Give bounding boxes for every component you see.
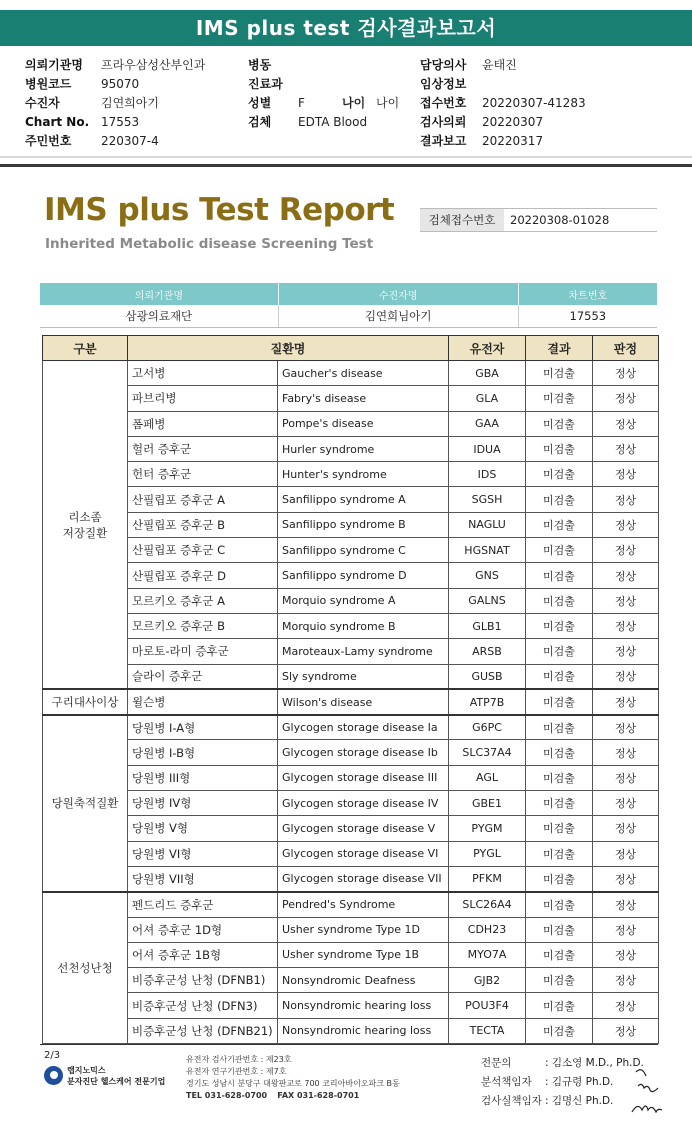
disease-kr-cell: 당원병 VII형	[128, 866, 278, 891]
table-row	[43, 613, 659, 638]
judgement-cell: 정상	[593, 715, 659, 740]
result-cell: 미검출	[526, 487, 593, 512]
disease-en-cell: Maroteaux-Lamy syndrome	[278, 639, 449, 664]
disease-en-cell: Usher syndrome Type 1D	[278, 917, 449, 942]
patient-info-col2	[248, 56, 399, 132]
report-banner: IMS plus test 검사결과보고서	[0, 10, 692, 46]
result-cell: 미검출	[526, 361, 593, 386]
result-cell: 미검출	[526, 715, 593, 740]
signer-name: : 김명신 Ph.D.	[545, 1095, 614, 1107]
gene-cell: GJB2	[449, 968, 526, 993]
summary-header: 수진자명	[278, 283, 518, 305]
judgement-cell: 정상	[593, 866, 659, 891]
judgement-cell: 정상	[593, 917, 659, 942]
disease-kr-cell: 당원병 V형	[128, 816, 278, 841]
summary-cell: 삼광의료재단	[40, 305, 278, 327]
judgement-cell: 정상	[593, 942, 659, 967]
disease-en-cell: Glycogen storage disease III	[278, 765, 449, 790]
header-result: 결과	[526, 336, 593, 361]
disease-en-cell: Sly syndrome	[278, 664, 449, 689]
disease-en-cell: Glycogen storage disease V	[278, 816, 449, 841]
info-label: 수진자	[25, 96, 60, 110]
disease-kr-cell: 비증후군성 난청 (DFNB21)	[128, 1018, 278, 1043]
divider	[40, 1044, 658, 1045]
table-row	[43, 664, 659, 689]
gene-cell: GBE1	[449, 791, 526, 816]
result-cell: 미검출	[526, 816, 593, 841]
judgement-cell: 정상	[593, 512, 659, 537]
category-cell: 선천성난청	[43, 892, 128, 1044]
company-logo-icon	[44, 1066, 63, 1085]
judgement-cell: 정상	[593, 613, 659, 638]
result-cell: 미검출	[526, 791, 593, 816]
report-title: IMS plus Test Report	[44, 192, 395, 228]
signer-role: 전문의	[481, 1057, 512, 1069]
footer	[0, 1044, 692, 1123]
table-row	[43, 968, 659, 993]
info-value: 20220317	[482, 134, 544, 148]
table-row	[43, 689, 659, 714]
disease-kr-cell: 윌슨병	[128, 689, 278, 714]
info-label: Chart No.	[25, 115, 90, 129]
gene-cell: IDUA	[449, 436, 526, 461]
summary-cell: 17553	[518, 305, 657, 327]
disease-en-cell: Nonsyndromic Deafness	[278, 968, 449, 993]
disease-kr-cell: 비증후군성 난청 (DFNB1)	[128, 968, 278, 993]
gene-cell: AGL	[449, 765, 526, 790]
disease-kr-cell: 모르키오 증후군 A	[128, 588, 278, 613]
company-name: 랩지노믹스 분자진단 헬스케어 전문기업	[67, 1066, 166, 1086]
specimen-value: EDTA Blood	[298, 115, 368, 129]
table-row	[43, 791, 659, 816]
header-gene: 유전자	[449, 336, 526, 361]
disease-kr-cell: 어셔 증후군 1D형	[128, 917, 278, 942]
gene-cell: TECTA	[449, 1018, 526, 1043]
category-cell: 당원축적질환	[43, 715, 128, 892]
result-cell: 미검출	[526, 993, 593, 1018]
report-subtitle: Inherited Metabolic disease Screening Test	[45, 236, 374, 252]
result-cell: 미검출	[526, 538, 593, 563]
disease-en-cell: Fabry's disease	[278, 386, 449, 411]
judgement-cell: 정상	[593, 968, 659, 993]
disease-kr-cell: 어셔 증후군 1B형	[128, 942, 278, 967]
judgement-cell: 정상	[593, 538, 659, 563]
table-row	[43, 588, 659, 613]
table-row	[43, 563, 659, 588]
header-disease: 질환명	[128, 336, 449, 361]
info-value: 20220307	[482, 115, 544, 129]
judgement-cell: 정상	[593, 993, 659, 1018]
judgement-cell: 정상	[593, 791, 659, 816]
dept-label: 진료과	[248, 77, 283, 91]
judgement-cell: 정상	[593, 386, 659, 411]
info-value: 17553	[101, 115, 140, 129]
disease-en-cell: Glycogen storage disease VI	[278, 841, 449, 866]
judgement-cell: 정상	[593, 588, 659, 613]
result-cell: 미검출	[526, 563, 593, 588]
result-cell: 미검출	[526, 436, 593, 461]
judgement-cell: 정상	[593, 639, 659, 664]
gene-cell: GALNS	[449, 588, 526, 613]
result-cell: 미검출	[526, 613, 593, 638]
disease-kr-cell: 산필립포 증후군 D	[128, 563, 278, 588]
table-row	[43, 917, 659, 942]
age-label: 나이	[342, 96, 366, 110]
disease-en-cell: Morquio syndrome A	[278, 588, 449, 613]
info-label: 검사의뢰	[420, 115, 467, 129]
gene-cell: PYGM	[449, 816, 526, 841]
judgement-cell: 정상	[593, 487, 659, 512]
judgement-cell: 정상	[593, 436, 659, 461]
disease-kr-cell: 비증후군성 난청 (DFN3)	[128, 993, 278, 1018]
table-row	[43, 892, 659, 917]
signer-role: 분석책임자	[481, 1076, 532, 1088]
table-row	[43, 715, 659, 740]
summary-header: 차트번호	[518, 283, 657, 305]
result-cell: 미검출	[526, 462, 593, 487]
specimen-receipt-box	[420, 208, 657, 232]
specimen-label: 검체	[248, 115, 272, 129]
category-cell: 리소좀 저장질환	[43, 361, 128, 690]
table-row	[43, 765, 659, 790]
info-value: 윤태진	[482, 58, 517, 72]
judgement-cell: 정상	[593, 563, 659, 588]
table-row	[43, 411, 659, 436]
info-label: 임상정보	[420, 77, 467, 91]
info-value: 프라우삼성산부인과	[101, 58, 206, 72]
table-row	[43, 1018, 659, 1043]
address: 경기도 성남시 분당구 대왕판교로 700 코리아바이오파크 B동	[186, 1079, 400, 1088]
table-row	[43, 740, 659, 765]
gene-cell: IDS	[449, 462, 526, 487]
judgement-cell: 정상	[593, 689, 659, 714]
judgement-cell: 정상	[593, 841, 659, 866]
judgement-cell: 정상	[593, 740, 659, 765]
disease-kr-cell: 당원병 IV형	[128, 791, 278, 816]
sex-value: F	[298, 96, 305, 110]
summary-table	[40, 283, 657, 328]
info-label: 주민번호	[25, 134, 72, 148]
table-row	[43, 639, 659, 664]
disease-en-cell: Hunter's syndrome	[278, 462, 449, 487]
disease-kr-cell: 고서병	[128, 361, 278, 386]
info-label: 결과보고	[420, 134, 467, 148]
info-label: 접수번호	[420, 96, 467, 110]
result-cell: 미검출	[526, 386, 593, 411]
category-cell: 구리대사이상	[43, 689, 128, 714]
gene-cell: CDH23	[449, 917, 526, 942]
disease-en-cell: Usher syndrome Type 1B	[278, 942, 449, 967]
gene-cell: GLB1	[449, 613, 526, 638]
signer-role: 검사실책임자	[481, 1095, 542, 1107]
gene-cell: GLA	[449, 386, 526, 411]
result-cell: 미검출	[526, 866, 593, 891]
disease-en-cell: Glycogen storage disease Ib	[278, 740, 449, 765]
disease-kr-cell: 펜드리드 증후군	[128, 892, 278, 917]
disease-en-cell: Glycogen storage disease Ia	[278, 715, 449, 740]
disease-kr-cell: 산필립포 증후군 A	[128, 487, 278, 512]
disease-kr-cell: 슬라이 증후군	[128, 664, 278, 689]
disease-en-cell: Wilson's disease	[278, 689, 449, 714]
result-cell: 미검출	[526, 892, 593, 917]
gene-cell: POU3F4	[449, 993, 526, 1018]
table-row	[43, 866, 659, 891]
gene-cell: ARSB	[449, 639, 526, 664]
divider	[0, 156, 692, 158]
fax: FAX 031-628-0701	[277, 1091, 360, 1100]
info-label: 담당의사	[420, 58, 467, 72]
disease-kr-cell: 모르키오 증후군 B	[128, 613, 278, 638]
table-row	[43, 386, 659, 411]
judgement-cell: 정상	[593, 892, 659, 917]
page-number: 2/3	[44, 1050, 61, 1061]
header-category: 구분	[43, 336, 128, 361]
gene-cell: GNS	[449, 563, 526, 588]
signer-name: : 김규령 Ph.D.	[545, 1076, 614, 1088]
tel: TEL 031-628-0700	[186, 1091, 268, 1100]
receipt-label: 검체접수번호	[420, 209, 504, 231]
info-label: 의뢰기관명	[25, 58, 83, 72]
disease-kr-cell: 당원병 III형	[128, 765, 278, 790]
table-row	[43, 487, 659, 512]
judgement-cell: 정상	[593, 462, 659, 487]
gene-cell: MYO7A	[449, 942, 526, 967]
disease-kr-cell: 폼페병	[128, 411, 278, 436]
judgement-cell: 정상	[593, 816, 659, 841]
result-cell: 미검출	[526, 740, 593, 765]
table-row	[43, 512, 659, 537]
receipt-value: 20220308-01028	[510, 213, 610, 227]
institution-info: 유전자 검사기관번호 : 제23호 유전자 연구기관번호 : 제7호 경기도 성남시 분당구 대왕판교로 700 코리아바이오파크 B동 TEL 031-628-0700 FAX 031-628-0701	[186, 1055, 400, 1100]
disease-kr-cell: 산필립포 증후군 B	[128, 512, 278, 537]
result-cell: 미검출	[526, 639, 593, 664]
table-row	[43, 462, 659, 487]
disease-kr-cell: 당원병 I-B형	[128, 740, 278, 765]
patient-info-col3	[420, 56, 586, 151]
result-cell: 미검출	[526, 1018, 593, 1043]
judgement-cell: 정상	[593, 361, 659, 386]
disease-en-cell: Sanfilippo syndrome B	[278, 512, 449, 537]
gene-cell: SLC26A4	[449, 892, 526, 917]
info-value: 20220307-41283	[482, 96, 586, 110]
disease-en-cell: Nonsyndromic hearing loss	[278, 1018, 449, 1043]
ward-label: 병동	[248, 58, 272, 72]
info-value: 95070	[101, 77, 140, 91]
signatories	[481, 1054, 644, 1111]
gene-cell: NAGLU	[449, 512, 526, 537]
result-cell: 미검출	[526, 917, 593, 942]
gene-cell: GBA	[449, 361, 526, 386]
result-cell: 미검출	[526, 968, 593, 993]
results-table	[42, 335, 659, 1044]
result-cell: 미검출	[526, 512, 593, 537]
gene-cell: G6PC	[449, 715, 526, 740]
header-judgement: 판정	[593, 336, 659, 361]
signature-mark	[630, 1064, 664, 1120]
result-cell: 미검출	[526, 588, 593, 613]
info-value: 220307-4	[101, 134, 159, 148]
sex-label: 성별	[248, 96, 272, 110]
result-cell: 미검출	[526, 841, 593, 866]
age-value: 나이	[376, 96, 400, 110]
gene-cell: PYGL	[449, 841, 526, 866]
table-row	[43, 361, 659, 386]
gene-cell: GUSB	[449, 664, 526, 689]
disease-en-cell: Pendred's Syndrome	[278, 892, 449, 917]
disease-en-cell: Nonsyndromic hearing loss	[278, 993, 449, 1018]
judgement-cell: 정상	[593, 765, 659, 790]
results-body	[43, 361, 659, 1044]
gene-cell: GAA	[449, 411, 526, 436]
result-cell: 미검출	[526, 765, 593, 790]
table-row	[43, 993, 659, 1018]
disease-en-cell: Sanfilippo syndrome A	[278, 487, 449, 512]
judgement-cell: 정상	[593, 1018, 659, 1043]
table-row	[43, 436, 659, 461]
disease-en-cell: Sanfilippo syndrome D	[278, 563, 449, 588]
result-cell: 미검출	[526, 689, 593, 714]
disease-en-cell: Hurler syndrome	[278, 436, 449, 461]
disease-en-cell: Sanfilippo syndrome C	[278, 538, 449, 563]
gene-cell: HGSNAT	[449, 538, 526, 563]
disease-kr-cell: 마로토-라미 증후군	[128, 639, 278, 664]
result-cell: 미검출	[526, 411, 593, 436]
disease-en-cell: Glycogen storage disease VII	[278, 866, 449, 891]
judgement-cell: 정상	[593, 664, 659, 689]
result-cell: 미검출	[526, 664, 593, 689]
disease-en-cell: Pompe's disease	[278, 411, 449, 436]
disease-kr-cell: 파브리병	[128, 386, 278, 411]
disease-kr-cell: 헌터 증후군	[128, 462, 278, 487]
gene-cell: SLC37A4	[449, 740, 526, 765]
table-row	[43, 841, 659, 866]
divider	[0, 164, 692, 167]
disease-kr-cell: 산필립포 증후군 C	[128, 538, 278, 563]
gene-cell: ATP7B	[449, 689, 526, 714]
disease-en-cell: Gaucher's disease	[278, 361, 449, 386]
disease-kr-cell: 헐러 증후군	[128, 436, 278, 461]
summary-cell: 김연희님아기	[278, 305, 518, 327]
disease-en-cell: Morquio syndrome B	[278, 613, 449, 638]
info-label: 병원코드	[25, 77, 72, 91]
disease-kr-cell: 당원병 VI형	[128, 841, 278, 866]
result-cell: 미검출	[526, 942, 593, 967]
gene-cell: SGSH	[449, 487, 526, 512]
summary-header: 의뢰기관명	[40, 283, 278, 305]
gene-cell: PFKM	[449, 866, 526, 891]
patient-info-col1	[25, 56, 205, 151]
signer-name: : 김소영 M.D., Ph.D.	[545, 1057, 644, 1069]
table-row	[43, 538, 659, 563]
disease-kr-cell: 당원병 I-A형	[128, 715, 278, 740]
judgement-cell: 정상	[593, 411, 659, 436]
table-row	[43, 942, 659, 967]
table-row	[43, 816, 659, 841]
info-value: 김연희아기	[101, 96, 159, 110]
disease-en-cell: Glycogen storage disease IV	[278, 791, 449, 816]
